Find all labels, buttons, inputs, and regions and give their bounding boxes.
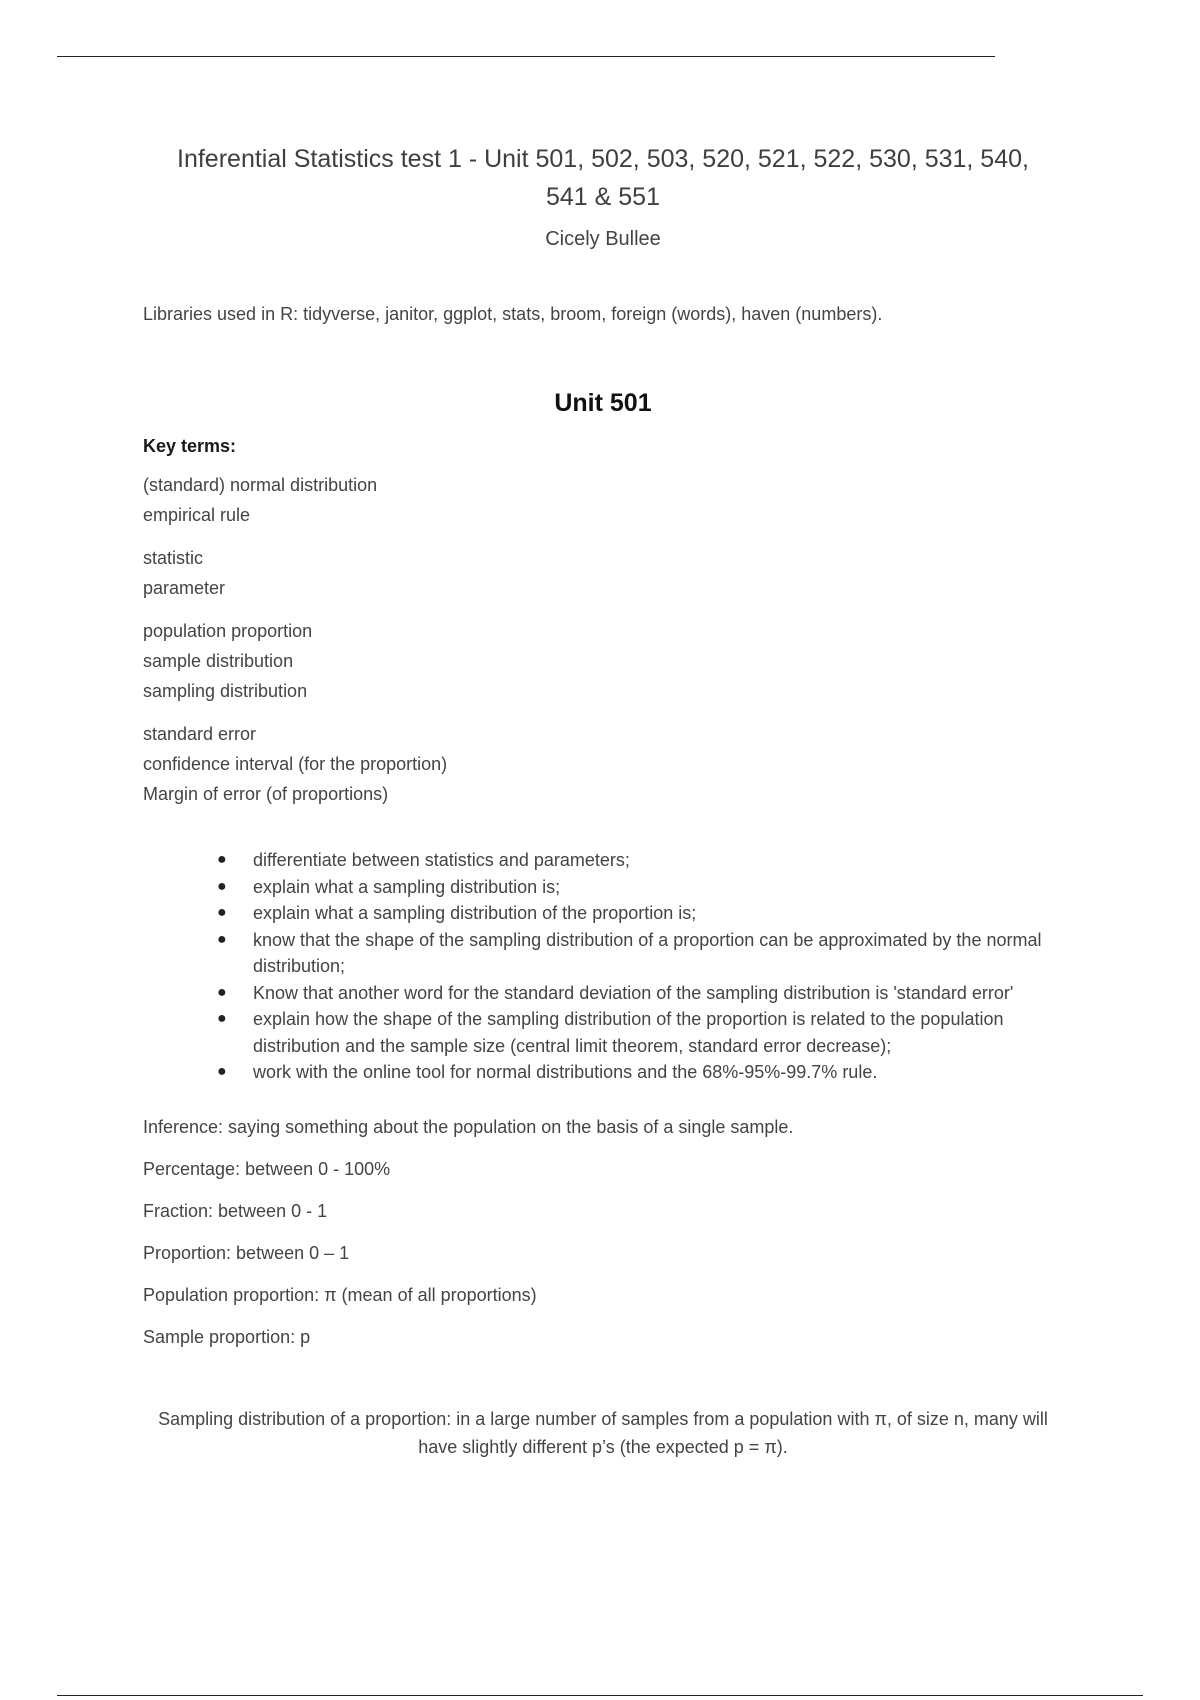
term-group	[143, 616, 1063, 706]
objective-text: explain what a sampling distribution of the proportion is;	[253, 903, 697, 923]
definition-line: Inference: saying something about the population on the basis of a single sample.	[143, 1116, 794, 1137]
closing-paragraph: Sampling distribution of a proportion: in a large number of samples from a population with π, of size n, many will have slightly different p’s (the expected p = π).	[158, 1408, 1048, 1457]
header-rule	[57, 56, 995, 57]
objective-item	[217, 900, 1063, 927]
definition-line: Sample proportion: p	[143, 1326, 311, 1347]
key-term: population proportion	[143, 621, 313, 641]
key-term: sample distribution	[143, 651, 294, 671]
objective-item	[217, 874, 1063, 901]
libraries-note: Libraries used in R: tidyverse, janitor, ggplot, stats, broom, foreign (words), haven (numbers).	[143, 304, 883, 324]
definition-line: Population proportion: π (mean of all proportions)	[143, 1284, 537, 1305]
document-title: Inferential Statistics test 1 - Unit 501, 502, 503, 520, 521, 522, 530, 531, 540, 541 & 551	[177, 145, 1029, 211]
document-body	[143, 140, 1063, 1461]
term-group	[143, 470, 1063, 530]
key-term: parameter	[143, 578, 226, 598]
objective-item	[217, 927, 1063, 980]
objective-item	[217, 1059, 1063, 1086]
objective-item	[217, 1006, 1063, 1059]
key-term: statistic	[143, 548, 204, 568]
bullet-icon: ●	[217, 1010, 227, 1027]
objective-item	[217, 847, 1063, 874]
term-group	[143, 543, 1063, 603]
bullet-icon: ●	[217, 1063, 227, 1080]
objective-text: explain how the shape of the sampling distribution of the proportion is related to the population distribution and the sample size (central limit theorem, standard error decrease);	[253, 1009, 1004, 1056]
unit-heading: Unit 501	[554, 389, 652, 417]
objective-text: Know that another word for the standard deviation of the sampling distribution is 'standard error'	[253, 982, 1014, 1003]
definition-line: Percentage: between 0 - 100%	[143, 1158, 391, 1179]
bullet-icon: ●	[217, 904, 227, 921]
objective-item	[217, 980, 1063, 1007]
term-group	[143, 719, 1063, 809]
learning-objectives-list	[143, 847, 1063, 1086]
definition-line: Proportion: between 0 – 1	[143, 1242, 350, 1263]
key-term: (standard) normal distribution	[143, 475, 378, 495]
objective-text: differentiate between statistics and parameters;	[253, 850, 630, 870]
bullet-icon: ●	[217, 877, 227, 895]
key-term: Margin of error (of proportions)	[143, 784, 389, 804]
objective-text: work with the online tool for normal distributions and the 68%-95%-99.7% rule.	[253, 1062, 878, 1082]
definition-line: Fraction: between 0 - 1	[143, 1200, 328, 1221]
bullet-icon: ●	[217, 983, 227, 1001]
bullet-icon: ●	[217, 930, 227, 948]
key-term: empirical rule	[143, 505, 251, 525]
footer-rule	[57, 1695, 1143, 1696]
bullet-icon: ●	[217, 851, 227, 868]
objective-text: know that the shape of the sampling distribution of a proportion can be approximated by the normal distribution;	[253, 929, 1042, 976]
objective-text: explain what a sampling distribution is;	[253, 876, 561, 897]
key-terms-label: Key terms:	[143, 436, 237, 456]
author-name: Cicely Bullee	[545, 228, 661, 250]
key-term: standard error	[143, 724, 257, 744]
key-term: confidence interval (for the proportion)	[143, 754, 448, 774]
key-term: sampling distribution	[143, 681, 308, 701]
